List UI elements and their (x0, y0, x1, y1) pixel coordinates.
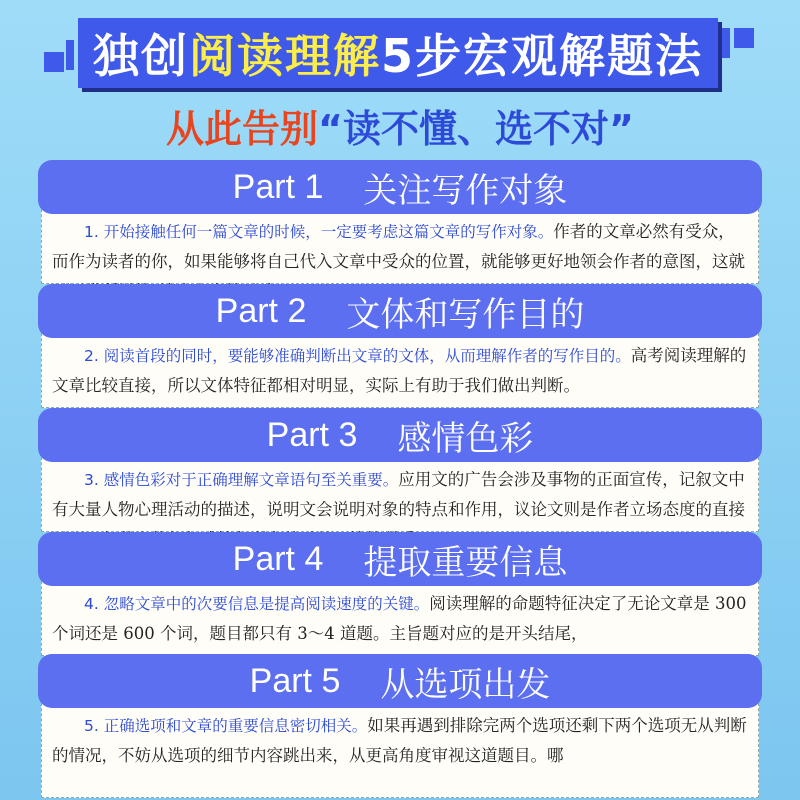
title-decoration-right-1 (722, 28, 730, 58)
section-heading: 从选项出发 (380, 664, 551, 705)
section-body (41, 452, 759, 532)
section-header (38, 532, 762, 586)
section-lead: 5. 正确选项和文章的重要信息密切相关。 (84, 717, 368, 735)
title-suffix: 5步宏观解题法 (380, 29, 703, 83)
section-header (38, 284, 762, 338)
section-header (38, 408, 762, 462)
section-text: 作者的文章必然有受众，而作为读者的你，如果能够将自己代入文章中受众的位置，就能够更好地领会作者的意图，这就 (52, 222, 745, 271)
section-heading: 文体和写作目的 (346, 294, 585, 335)
section-heading: 关注写作对象 (363, 170, 568, 211)
title-prefix: 独创 (92, 29, 189, 83)
part-label: Part 1 (232, 167, 324, 206)
section-body (41, 698, 759, 798)
part-label: Part 2 (215, 291, 307, 330)
subtitle-main: 从此告别 (166, 107, 319, 151)
section-lead: 2. 阅读首段的同时，要能够准确判断出文章的文体，从而理解作者的写作目的。 (84, 347, 631, 365)
section-text: 高考阅读理解的文章比较直接，所以文体特征都相对明显，实际上有助于我们做出判断。 (52, 346, 747, 395)
section-text: 应用文的广告会涉及事物的正面宣传，记叙文中有大量人物心理活动的描述，说明文会说明对象的特点和作用，议论文则是作者立场态度的直接 (52, 470, 745, 519)
subtitle (0, 98, 800, 153)
section-lead: 3. 感情色彩对于正确理解文章语句至关重要。 (84, 471, 399, 489)
section-header (38, 160, 762, 214)
section-heading: 提取重要信息 (363, 542, 568, 583)
title-decoration-left-2 (66, 40, 74, 70)
page-title (93, 20, 703, 86)
section-text: 阅读理解的命题特征决定了无论文章是 300 个词还是 600 个词，题目都只有 3～4 道题。主旨题对应的是开头结尾， (52, 594, 747, 643)
section-lead: 1. 开始接触任何一篇文章的时候，一定要考虑这篇文章的写作对象。 (84, 223, 554, 241)
section-body (41, 204, 759, 284)
part-label: Part 4 (232, 539, 324, 578)
subtitle-quote: “读不懂、选不对” (318, 107, 634, 151)
section-body (41, 576, 759, 656)
section-lead: 4. 忽略文章中的次要信息是提高阅读速度的关键。 (84, 595, 430, 613)
title-banner (78, 18, 718, 88)
part-label: Part 5 (249, 661, 341, 700)
part-label: Part 3 (266, 415, 358, 454)
section-header (38, 654, 762, 708)
section-heading: 感情色彩 (397, 418, 534, 459)
section-body (41, 328, 759, 408)
section-text: 如果再遇到排除完两个选项还剩下两个选项无从判断的情况，不妨从选项的细节内容跳出来，从更高角度审视这道题目。哪 (52, 716, 747, 765)
title-decoration-right-2 (734, 28, 754, 48)
title-highlight: 阅读理解 (188, 29, 381, 83)
title-decoration-left-1 (44, 52, 64, 72)
